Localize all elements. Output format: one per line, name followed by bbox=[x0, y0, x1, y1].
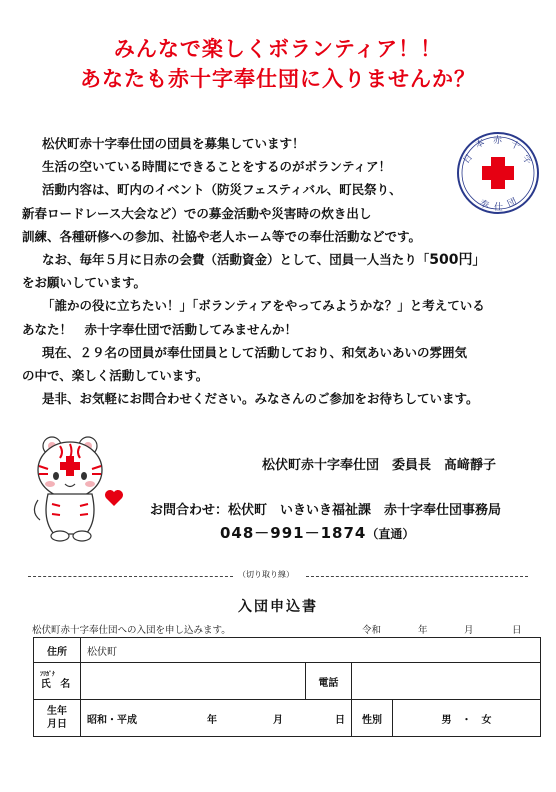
body-line-fee bbox=[22, 248, 542, 271]
cut-line-right bbox=[306, 576, 528, 578]
gender-label: 性別 bbox=[352, 700, 393, 737]
birth-year: 年 bbox=[207, 714, 217, 726]
contact-phone bbox=[220, 522, 414, 543]
birth-date-field[interactable] bbox=[81, 700, 352, 737]
body-line: 是非、お気軽にお問合わせください。みなさんのご参加をお待ちしています。 bbox=[42, 391, 479, 407]
name-label-cell bbox=[34, 663, 81, 700]
application-form bbox=[33, 637, 541, 737]
heart-icon bbox=[104, 488, 124, 508]
svg-text:日: 日 bbox=[461, 152, 476, 166]
body-line: 生活の空いている時間にできることをするのがボランティア！ bbox=[42, 159, 392, 175]
svg-text:十: 十 bbox=[508, 139, 522, 153]
phone-number: 048－991－1874 bbox=[220, 524, 367, 542]
recruitment-text bbox=[22, 132, 542, 410]
headline-line-2: あなたも赤十字奉仕団に入りませんか？ bbox=[80, 67, 476, 91]
gender-options: 男 ・ 女 bbox=[441, 714, 492, 726]
name-field[interactable] bbox=[81, 663, 306, 700]
body-line: 新春ロードレース大会など）での募金活動や災害時の炊き出し bbox=[22, 205, 372, 221]
birth-label-1: 生年 bbox=[47, 706, 67, 717]
birth-label-cell bbox=[34, 700, 81, 737]
birth-label-2: 月日 bbox=[47, 719, 67, 730]
address-value: 松伏町 bbox=[87, 646, 117, 658]
date-era: 令和 bbox=[362, 625, 382, 636]
date-day: 日 bbox=[512, 625, 522, 636]
cut-line-label: （切り取り線） bbox=[238, 570, 294, 579]
contact-info: お問合わせ：松伏町 いきいき福祉課 赤十字奉仕団事務局 bbox=[150, 503, 502, 518]
cut-line-left bbox=[28, 576, 233, 578]
birth-era: 昭和・平成 bbox=[87, 714, 137, 726]
body-line: 松伏町赤十字奉仕団の団員を募集しています！ bbox=[42, 136, 305, 151]
application-date bbox=[362, 622, 522, 636]
svg-text:赤: 赤 bbox=[493, 136, 503, 146]
gender-field[interactable] bbox=[393, 700, 541, 737]
body-line: あなた！ 赤十字奉仕団で活動してみませんか！ bbox=[22, 321, 298, 337]
body-line: 活動内容は、町内のイベント（防災フェスティバル、町民祭り、 bbox=[42, 182, 402, 198]
body-line: なお、毎年５月に日赤の会費（活動資金）として、団員一人当たり「 bbox=[42, 251, 430, 267]
name-label: 氏 名 bbox=[40, 679, 74, 690]
date-year: 年 bbox=[418, 625, 428, 636]
phone-label: 電話 bbox=[305, 663, 351, 700]
form-title: 入団申込書 bbox=[238, 599, 318, 615]
headline-line-1: みんなで楽しくボランティア！！ bbox=[113, 37, 443, 61]
furigana-label: ﾌﾘｶﾞﾅ bbox=[40, 671, 56, 678]
svg-text:団: 団 bbox=[506, 196, 519, 210]
body-line: 「誰かの役に立ちたい！」「ボランティアをやってみようかな？」と考えている bbox=[42, 298, 485, 314]
date-month: 月 bbox=[464, 625, 474, 636]
svg-text:奉: 奉 bbox=[477, 198, 491, 212]
birth-month: 月 bbox=[273, 714, 283, 726]
svg-text:字: 字 bbox=[519, 153, 534, 167]
phone-field[interactable] bbox=[352, 663, 541, 700]
chairman-name: 松伏町赤十字奉仕団 委員長 髙﨑靜子 bbox=[262, 458, 497, 473]
phone-note: （直通） bbox=[366, 527, 415, 541]
apply-statement: 松伏町赤十字奉仕団への入団を申し込みます。 bbox=[32, 625, 231, 636]
body-line: をお願いしています。 bbox=[22, 275, 147, 291]
fee-bracket: 」 bbox=[472, 251, 486, 267]
svg-text:本: 本 bbox=[474, 137, 487, 151]
body-line: 現在、２９名の団員が奉仕団員として活動しており、和気あいあいの雰囲気 bbox=[42, 344, 468, 360]
body-line: 訓練、各種研修への参加、社協や老人ホーム等での奉仕活動などです。 bbox=[22, 228, 422, 244]
address-label: 住所 bbox=[34, 638, 81, 663]
birth-day: 日 bbox=[335, 714, 345, 726]
fee-amount: 500円 bbox=[429, 251, 473, 268]
body-line: の中で、楽しく活動しています。 bbox=[22, 367, 209, 383]
svg-text:仕: 仕 bbox=[494, 203, 504, 213]
address-field[interactable] bbox=[81, 638, 541, 663]
